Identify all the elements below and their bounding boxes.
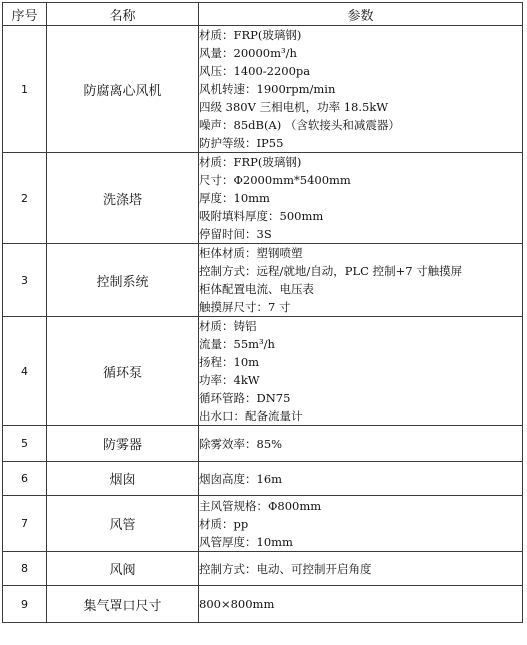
row-index: 1: [3, 26, 47, 153]
equipment-name: 风管: [47, 496, 199, 552]
header-params: 参数: [199, 3, 523, 26]
row-index: 3: [3, 244, 47, 317]
table-row: [3, 26, 523, 153]
param-line: 功率：4kW: [199, 373, 260, 387]
param-line: 风量：20000m³/h: [199, 46, 297, 60]
table-row: [3, 552, 523, 586]
header-index: 序号: [3, 3, 47, 26]
param-line: 防护等级：IP55: [199, 136, 284, 150]
row-index: 9: [3, 586, 47, 623]
equipment-params: [199, 244, 523, 317]
param-line: 风压：1400-2200pa: [199, 64, 311, 78]
equipment-name: 防雾器: [47, 426, 199, 462]
equipment-params: [199, 496, 523, 552]
param-line: 除雾效率：85%: [199, 436, 283, 451]
spec-sheet: [2, 2, 523, 623]
row-index: 8: [3, 552, 47, 586]
table-row: [3, 496, 523, 552]
param-line: 触摸屏尺寸：7 寸: [199, 300, 291, 314]
param-line: 柜体材质：塑钢喷塑: [199, 246, 303, 260]
row-index: 5: [3, 426, 47, 462]
param-line: 材质：FRP(玻璃钢): [199, 155, 302, 169]
param-line: 扬程：10m: [199, 355, 260, 369]
param-line: 烟囱高度：16m: [199, 471, 283, 486]
row-index: 2: [3, 153, 47, 244]
equipment-params: [199, 586, 523, 623]
equipment-params: [199, 317, 523, 426]
equipment-params: [199, 462, 523, 496]
header-name: 名称: [47, 3, 199, 26]
table-body: [3, 26, 523, 623]
param-line: 吸附填料厚度：500mm: [199, 209, 324, 223]
header-row: [3, 3, 523, 26]
equipment-params: [199, 426, 523, 462]
equipment-name: 洗涤塔: [47, 153, 199, 244]
equipment-name: 控制系统: [47, 244, 199, 317]
param-line: 柜体配置电流、电压表: [199, 282, 314, 296]
param-line: 流量：55m³/h: [199, 337, 275, 351]
param-line: 风管厚度：10mm: [199, 534, 293, 549]
equipment-name: 防腐离心风机: [47, 26, 199, 153]
param-line: 控制方式：电动、可控制开启角度: [199, 561, 372, 576]
param-line: 四级 380V 三相电机，功率 18.5kW: [199, 100, 389, 114]
equipment-name: 烟囱: [47, 462, 199, 496]
param-line: 风机转速：1900rpm/min: [199, 82, 336, 96]
param-line: 循环管路：DN75: [199, 391, 291, 405]
param-line: 控制方式：远程/就地/自动，PLC 控制+7 寸触摸屏: [199, 264, 463, 278]
param-line: 尺寸：Φ2000mm*5400mm: [199, 173, 351, 187]
table-row: [3, 317, 523, 426]
equipment-params: [199, 153, 523, 244]
equipment-name: 风阀: [47, 552, 199, 586]
row-index: 7: [3, 496, 47, 552]
table-row: [3, 426, 523, 462]
param-line: 材质：铸铝: [199, 319, 257, 333]
table-row: [3, 462, 523, 496]
equipment-params: [199, 26, 523, 153]
equipment-spec-table: [2, 2, 523, 623]
table-row: [3, 244, 523, 317]
param-line: 噪声：85dB(A) （含软接头和减震器）: [199, 118, 400, 132]
param-line: 800×800mm: [199, 597, 275, 611]
param-line: 材质：FRP(玻璃钢): [199, 28, 302, 42]
row-index: 4: [3, 317, 47, 426]
table-row: [3, 586, 523, 623]
param-line: 厚度：10mm: [199, 191, 270, 205]
param-line: 主风管规格：Φ800mm: [199, 498, 322, 513]
param-line: 停留时间：3S: [199, 227, 272, 241]
equipment-params: [199, 552, 523, 586]
equipment-name: 循环泵: [47, 317, 199, 426]
table-row: [3, 153, 523, 244]
param-line: 材质：pp: [199, 516, 249, 531]
param-line: 出水口：配备流量计: [199, 409, 303, 423]
row-index: 6: [3, 462, 47, 496]
equipment-name: 集气罩口尺寸: [47, 586, 199, 623]
